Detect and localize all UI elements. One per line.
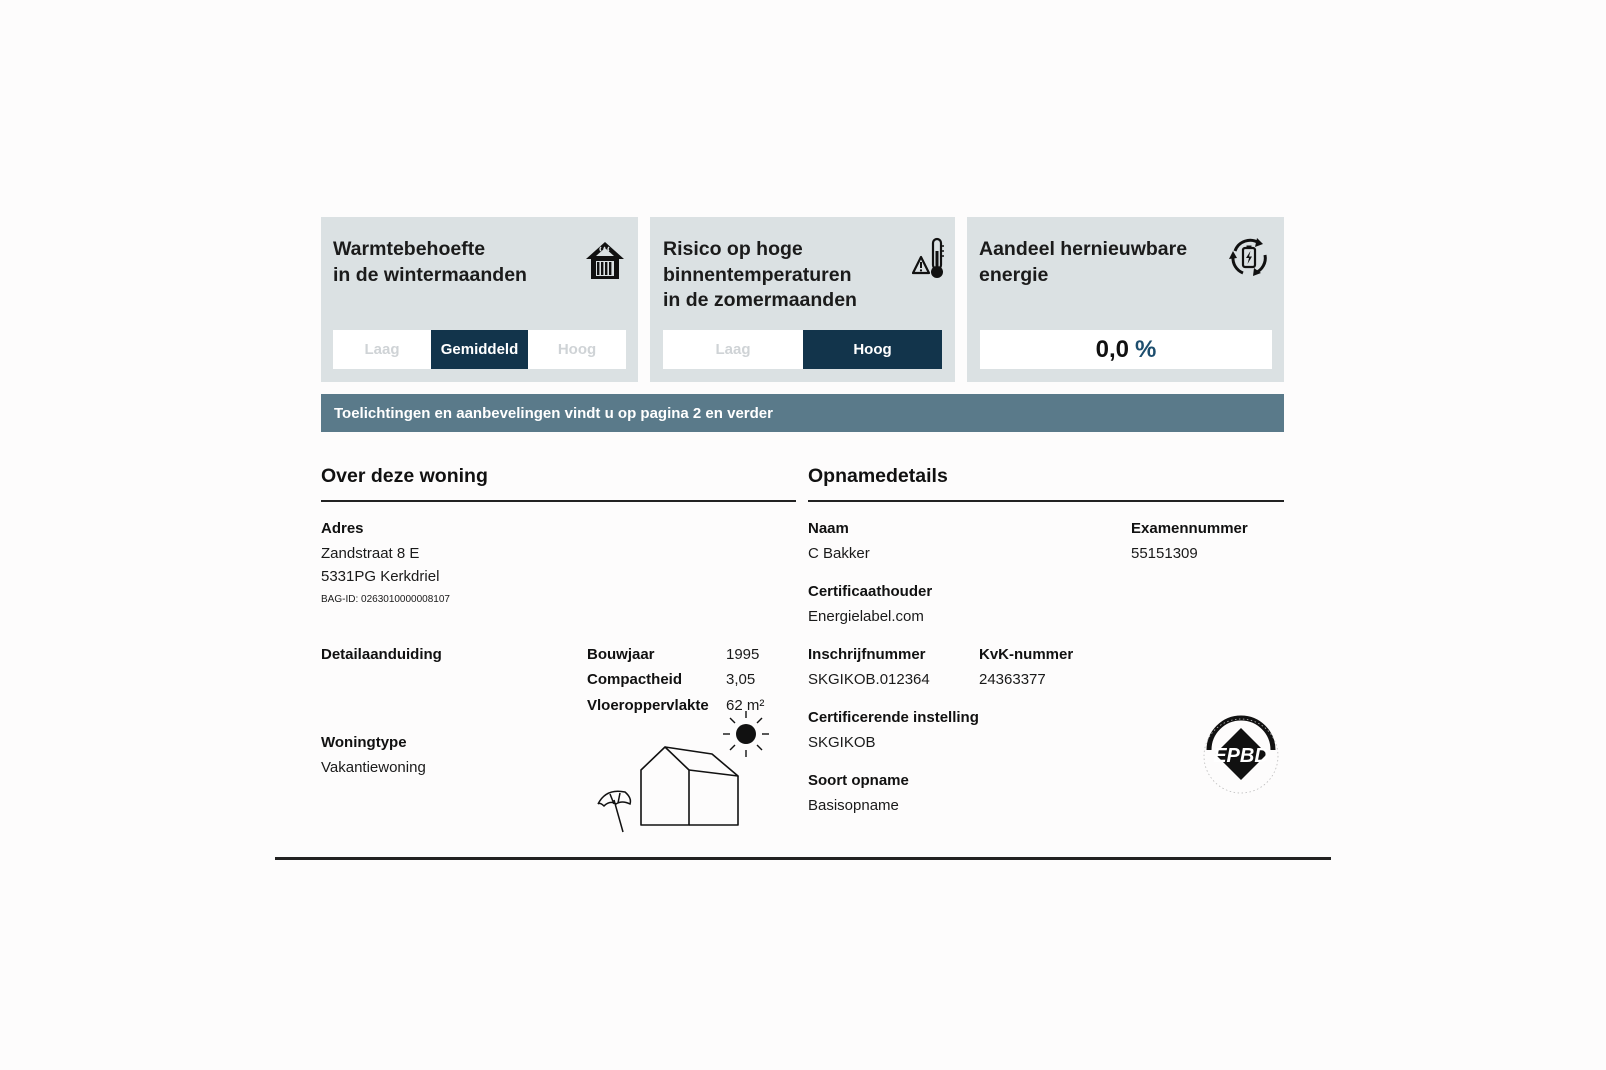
overheat-option-laag: Laag — [715, 341, 751, 358]
woning-section-title: Over deze woning — [321, 465, 488, 487]
compactheid-value: 3,05 — [726, 671, 756, 688]
opname-section-rule — [808, 500, 1284, 502]
compactheid-label: Compactheid — [587, 671, 683, 688]
epbd-logo — [1197, 712, 1285, 800]
detail-label: Detailaanduiding — [321, 646, 442, 663]
naam-label: Naam — [808, 520, 849, 537]
naam-value: C Bakker — [808, 545, 870, 562]
adres-line1: Zandstraat 8 E — [321, 545, 420, 562]
inschrijfnummer-value: SKGIKOB.012364 — [808, 671, 930, 688]
info-banner: Toelichtingen en aanbevelingen vindt u op pagina 2 en verder — [321, 394, 1284, 432]
thermometer-warning-icon — [912, 237, 956, 281]
overheat-option-hoog: Hoog — [803, 330, 942, 369]
heat-option-laag: Laag — [364, 341, 400, 358]
heat-option-gemiddeld: Gemiddeld — [431, 330, 528, 369]
vloer-label: Vloeroppervlakte — [587, 697, 709, 714]
kvk-value: 24363377 — [979, 671, 1046, 688]
svg-text:EPBD: EPBD — [1213, 745, 1269, 767]
bag-id: BAG-ID: 0263010000008107 — [321, 594, 450, 605]
overheating-risk-title: Risico op hoge binnentemperaturen in de zomermaanden — [663, 238, 857, 311]
woningtype-label: Woningtype — [321, 734, 407, 751]
kvk-label: KvK-nummer — [979, 646, 1074, 663]
certificaathouder-value: Energielabel.com — [808, 608, 924, 625]
bouwjaar-label: Bouwjaar — [587, 646, 655, 663]
overheating-risk-card — [650, 217, 955, 382]
adres-line2: 5331PG Kerkdriel — [321, 568, 440, 585]
inschrijfnummer-label: Inschrijfnummer — [808, 646, 926, 663]
certificerende-instelling-label: Certificerende instelling — [808, 709, 979, 726]
examennummer-label: Examennummer — [1131, 520, 1248, 537]
heat-demand-scale — [333, 330, 626, 369]
renewable-share-card — [967, 217, 1284, 382]
heat-demand-card — [321, 217, 638, 382]
house-heating-icon — [583, 239, 627, 283]
examennummer-value: 55151309 — [1131, 545, 1198, 562]
heat-demand-title: Warmtebehoefte in de wintermaanden — [333, 238, 527, 286]
vloer-value: 62 m² — [726, 697, 765, 714]
certificaathouder-label: Certificaathouder — [808, 583, 933, 600]
bottom-rule — [275, 857, 1331, 860]
certificerende-instelling-value: SKGIKOB — [808, 734, 876, 751]
woningtype-value: Vakantiewoning — [321, 759, 426, 776]
renewable-battery-icon — [1227, 235, 1271, 279]
renewable-share-title: Aandeel hernieuwbare energie — [979, 238, 1188, 286]
woning-section-rule — [321, 500, 796, 502]
renewable-share-value: 0,0 % — [980, 330, 1272, 369]
adres-label: Adres — [321, 520, 364, 537]
soort-opname-value: Basisopname — [808, 797, 899, 814]
heat-option-hoog: Hoog — [557, 341, 597, 358]
overheating-risk-scale — [663, 330, 942, 369]
holiday-house-icon — [592, 708, 778, 836]
soort-opname-label: Soort opname — [808, 772, 909, 789]
bouwjaar-value: 1995 — [726, 646, 760, 663]
opname-section-title: Opnamedetails — [808, 465, 948, 487]
